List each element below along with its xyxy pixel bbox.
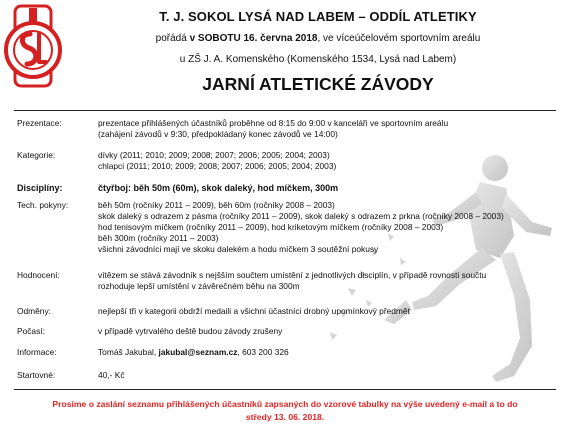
row-line: v případě vytrvalého deště budou závody zrušeny	[98, 326, 283, 336]
row-line: (zahájení závodů v 9:30, předpokládaný konec závodů ve 14:00)	[98, 129, 338, 139]
row-label: Prezentace:	[17, 118, 62, 128]
row-value	[98, 118, 558, 140]
row-line: skok daleký s odrazem z pásma (ročníky 2011 – 2009), skok daleký s odrazem z prkna (ročníky 2008 – 2003)	[98, 211, 504, 221]
row-label: Informace:	[17, 347, 57, 357]
row-label: Hodnocení:	[17, 270, 60, 280]
row-label: Odměny:	[17, 306, 51, 316]
row-value	[98, 200, 558, 255]
contact-name: Tomáš Jakubal,	[98, 347, 159, 357]
row-line: běh 50m (ročníky 2011 – 2009), běh 60m (ročníky 2008 – 2003)	[98, 200, 335, 210]
row-line: prezentace přihlášených účastníků proběhne od 8:15 do 9:00 v kanceláři ve sportovním areálu	[98, 118, 449, 128]
row-line: hod tenisovým míčkem (ročníky 2011 – 2009), hod kriketovým míčkem (ročníky 2008 – 2003)	[98, 222, 444, 232]
bottom-rule	[14, 389, 556, 390]
club-name: T. J. SOKOL LYSÁ NAD LABEM – ODDÍL ATLETIKY	[159, 9, 477, 24]
organizes-prefix: pořádá	[155, 33, 187, 44]
row-label: Disciplíny:	[17, 183, 63, 193]
top-rule	[14, 110, 556, 111]
row-value	[98, 150, 558, 172]
contact-email-link[interactable]: jakubal@seznam.cz	[158, 347, 238, 357]
row-label: Startovné:	[17, 370, 56, 380]
registration-notice	[14, 398, 556, 424]
row-value	[98, 270, 558, 292]
contact-phone: , 603 200 326	[237, 347, 289, 357]
row-value	[98, 347, 558, 358]
row-line: čtyřboj: běh 50m (60m), skok daleký, hod míčkem, 300m	[98, 183, 339, 193]
event-title: JARNÍ ATLETICKÉ ZÁVODY	[202, 74, 434, 94]
row-line: běh 300m (ročníky 2011 – 2003)	[98, 233, 219, 243]
venue-line-2: u ZŠ J. A. Komenského (Komenského 1534, Lysá nad Labem)	[179, 54, 457, 65]
row-line: chlapci (2011; 2010; 2009; 2008; 2007; 2006; 2005; 2004; 2003)	[98, 161, 337, 171]
organizer-line	[70, 33, 566, 44]
row-value	[98, 326, 558, 337]
venue-line-1: , ve víceúčelovém sportovním areálu	[317, 33, 481, 44]
row-value	[98, 306, 558, 317]
row-line: všichni závodníci mají ve skoku dalekém a hodu míčkem 3 soutěžní pokusy	[98, 244, 379, 254]
row-label: Počasí:	[17, 326, 45, 336]
notice-line-1: Prosíme o zaslání seznamu přihlášených účastníků zapsaných do vzorové tabulky na výše uvedený e-mail a to do	[52, 399, 518, 409]
event-date: v SOBOTU 16. června 2018	[189, 33, 318, 44]
row-value	[98, 370, 558, 381]
row-label: Tech. pokyny:	[17, 200, 69, 210]
sokol-logo	[2, 4, 64, 88]
row-label: Kategorie:	[17, 150, 56, 160]
row-line: rozhoduje lepší umístění v závěrečném běhu na 300m	[98, 281, 300, 291]
row-line: vítězem se stává závodník s nejšším součtem umístění z jednotlivých disciplín, v případě rovnosti součtu	[98, 270, 487, 280]
row-line: dívky (2011; 2010; 2009; 2008; 2007; 2006; 2005; 2004; 2003)	[98, 150, 330, 160]
row-value	[98, 183, 558, 194]
notice-line-2: středy 13. 06. 2018.	[245, 412, 325, 422]
row-line: nejlepší tři v kategorii obdrží medaili a všichni účastníci drobný upomínkový předmět	[98, 306, 410, 316]
row-line: 40,- Kč	[98, 370, 125, 380]
